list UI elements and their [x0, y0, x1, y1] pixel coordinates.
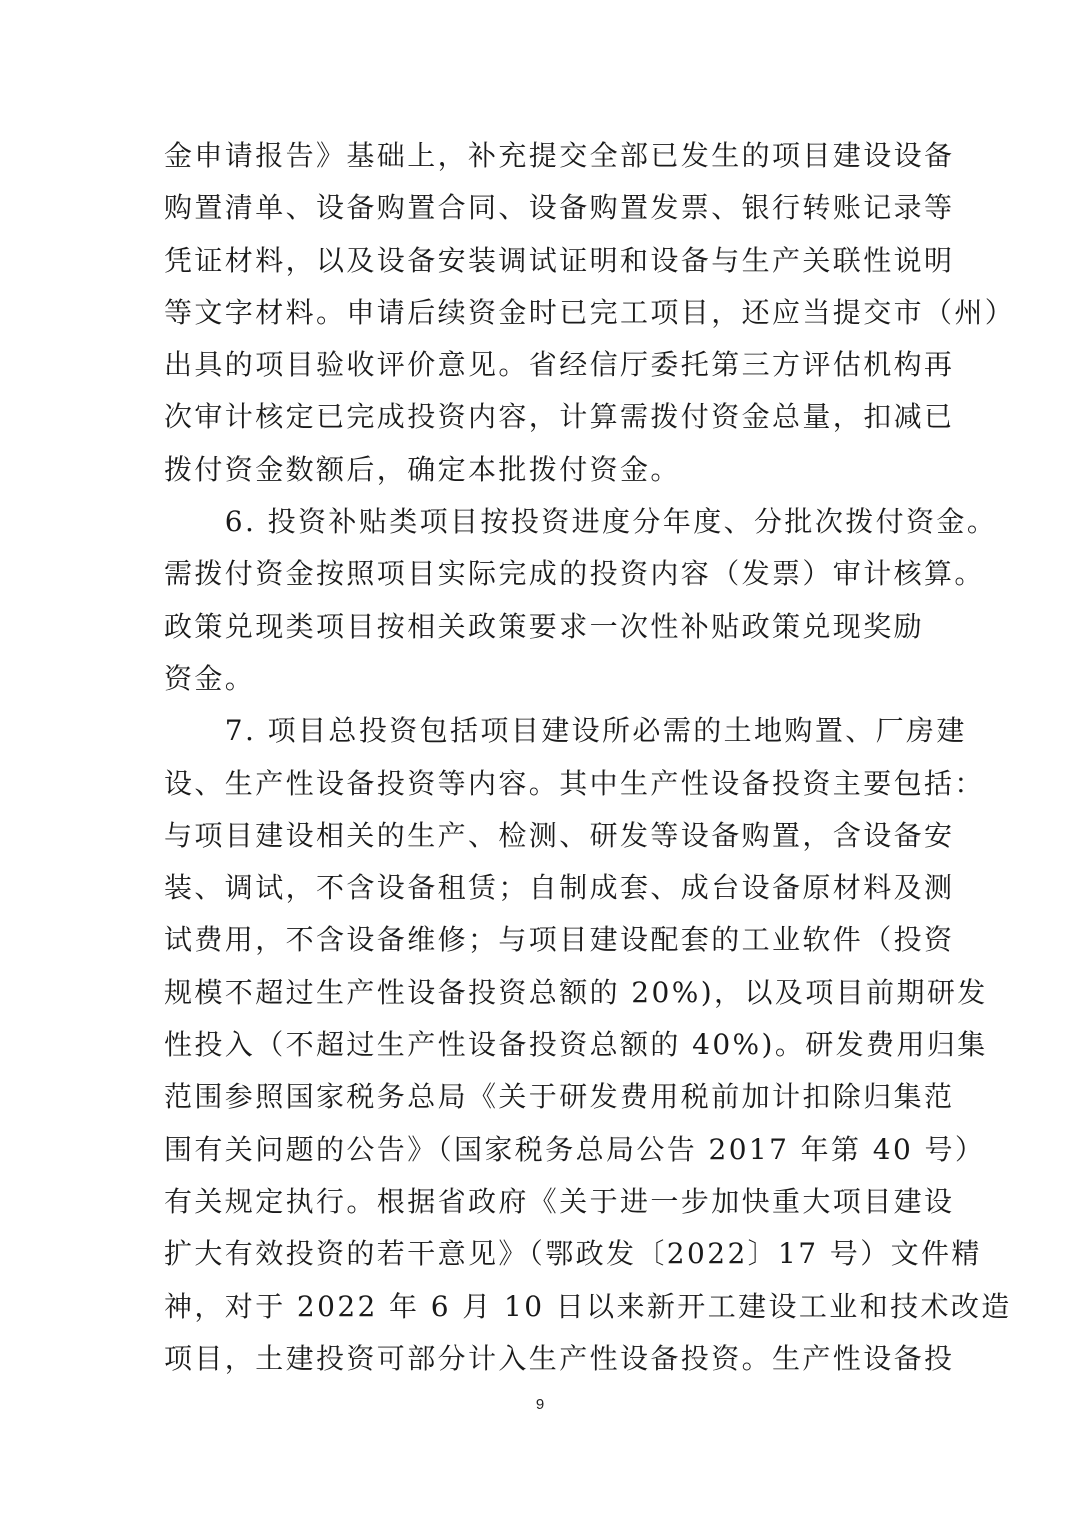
- text-line: 购置清单、设备购置合同、设备购置发票、银行转账记录等: [164, 191, 955, 225]
- text-line: 神，对于 2022 年 6 月 10 日以来新开工建设工业和技术改造: [164, 1289, 1012, 1323]
- text-line: 等文字材料。申请后续资金时已完工项目，还应当提交市（州）: [164, 295, 1016, 329]
- text-line: 装、调试，不含设备租赁；自制成套、成台设备原材料及测: [164, 871, 955, 905]
- body-text: [164, 130, 1016, 1385]
- text-line: 规模不超过生产性设备投资总额的 20%)，以及项目前期研发: [164, 975, 988, 1009]
- page-number: 9: [535, 1396, 545, 1413]
- text-line: 与项目建设相关的生产、检测、研发等设备购置，含设备安: [164, 818, 955, 852]
- text-line: 凭证材料，以及设备安装调试证明和设备与生产关联性说明: [164, 243, 955, 277]
- text-line: 范围参照国家税务总局《关于研发费用税前加计扣除归集范: [164, 1080, 955, 1114]
- text-line: 7. 项目总投资包括项目建设所必需的土地购置、厂房建: [164, 714, 967, 748]
- text-line: 设、生产性设备投资等内容。其中生产性设备投资主要包括：: [164, 766, 985, 800]
- text-line: 扩大有效投资的若干意见》（鄂政发〔2022〕17 号）文件精: [164, 1237, 982, 1271]
- text-line: 政策兑现类项目按相关政策要求一次性补贴政策兑现奖励: [164, 609, 925, 643]
- text-line: 试费用，不含设备维修；与项目建设配套的工业软件（投资: [164, 923, 955, 957]
- text-line: 性投入（不超过生产性设备投资总额的 40%)。研发费用归集: [164, 1028, 988, 1062]
- text-line: 出具的项目验收评价意见。省经信厅委托第三方评估机构再: [164, 348, 955, 382]
- text-line: 拨付资金数额后，确定本批拨付资金。: [164, 452, 681, 486]
- text-line: 围有关问题的公告》（国家税务总局公告 2017 年第 40 号）: [164, 1132, 986, 1166]
- text-line: 有关规定执行。根据省政府《关于进一步加快重大项目建设: [164, 1184, 955, 1218]
- text-line: 项目，土建投资可部分计入生产性设备投资。生产性设备投: [164, 1341, 955, 1375]
- text-line: 资金。: [164, 661, 256, 695]
- text-line: 6. 投资补贴类项目按投资进度分年度、分批次拨付资金。: [164, 505, 998, 539]
- text-line: 次审计核定已完成投资内容，计算需拨付资金总量，扣减已: [164, 400, 955, 434]
- text-line: 金申请报告》基础上，补充提交全部已发生的项目建设设备: [164, 139, 955, 172]
- text-line: 需拨付资金按照项目实际完成的投资内容（发票）审计核算。: [164, 557, 985, 591]
